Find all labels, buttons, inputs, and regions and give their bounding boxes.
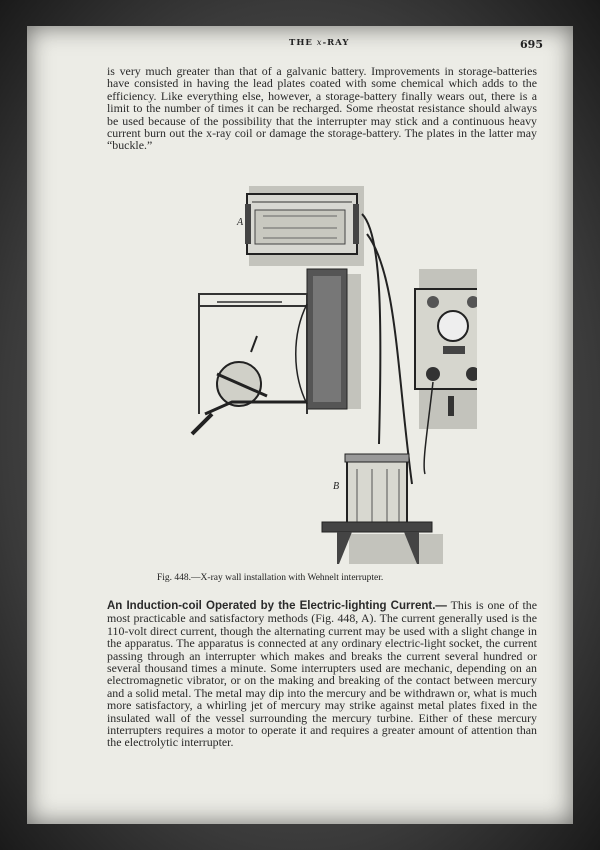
running-title-suffix: -RAY: [322, 38, 350, 48]
xray-apparatus-illustration: [157, 174, 477, 564]
paragraph-storage-battery: is very much greater than that of a galvanic battery. Improvements in storage-batteries have consisted in having the lead plates coated with some chemical which adds to the efficiency. Like everything else, however, a storage-battery finally wears out, there is a limit to the number of times it can be recharged. Some rheostat resistance should always be used because of the possibility that the interrupter may stick and a continuous heavy current burn out the x-ray coil or damage the storage-battery. The plates in the latter may “buckle.”: [107, 64, 537, 153]
page-header: [27, 38, 573, 52]
running-title: [289, 38, 349, 48]
section-body: This is one of the most practicable and satisfactory methods (Fig. 448, A). The current generally used is the 110-volt direct current, though the alternating current may be used with a slight change in the apparatus. The apparatus is connected at any ordinary electric-light socket, the current passing through an interrupter which makes and breaks the current several hundred or several thousand times a minute. Some interrupters used are mechanic, depending on an electromagnetic vibrator, or on the making and breaking of the contact between mercury and a solid metal. The metal may dip into the mercury and be withdrawn or, what is much more satisfactory, a whirling jet of mercury may strike against metal plates fixed in the insulated wall of the vessel surrounding the mercury turbine. Either of these mercury interrupters requires a motor to operate it and requires a greater amount of attention than the electrolytic interrupter.: [107, 598, 537, 750]
figure-xray-installation: [157, 174, 477, 564]
figure-label-b: B: [333, 481, 340, 492]
page-number: 695: [520, 38, 543, 51]
running-title-prefix: THE: [289, 38, 317, 48]
induction-coil-a: [245, 194, 359, 254]
paragraph-induction-coil: [107, 599, 537, 749]
figure-caption: Fig. 448.—X-ray wall installation with Wehnelt interrupter.: [157, 573, 384, 583]
figure-label-a: A: [237, 217, 244, 228]
running-title-italic: x: [316, 38, 323, 48]
wehnelt-interrupter-b: [345, 454, 409, 529]
book-page: [27, 26, 573, 824]
section-heading: An Induction-coil Operated by the Electric-lighting Current.—: [107, 600, 447, 612]
